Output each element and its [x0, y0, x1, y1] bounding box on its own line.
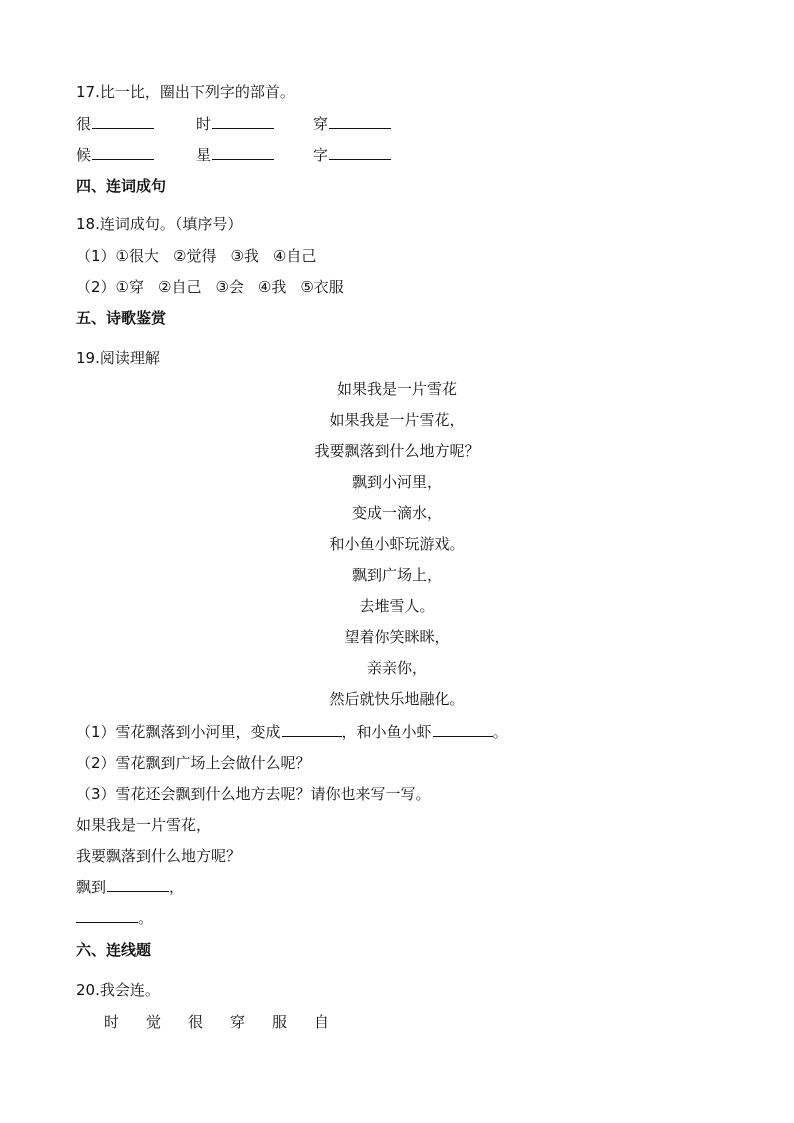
answer-blank[interactable]: [76, 908, 138, 923]
answer-blank[interactable]: [212, 145, 274, 160]
q19-sub-3: （3）雪花还会飘到什么地方去呢？请你也来写一写。: [76, 785, 431, 803]
word-option: ④自己: [272, 247, 317, 265]
answer-blank[interactable]: [282, 722, 342, 737]
answer-blank[interactable]: [107, 877, 169, 892]
matching-char[interactable]: 时: [104, 1013, 120, 1031]
word-option: ②自己: [158, 278, 202, 296]
poem-line: 望着你笑眯眯，: [344, 628, 450, 646]
answer-blank[interactable]: [329, 114, 391, 129]
sub-question-text: （1）雪花飘落到小河里，变成: [76, 723, 281, 741]
q19-sub-1: [76, 722, 508, 742]
char: 时: [196, 115, 212, 133]
poem-line: 然后就快乐地融化。: [329, 690, 465, 708]
item-label: （1）: [76, 247, 116, 265]
word-option: ③会: [215, 278, 244, 296]
char: 很: [76, 115, 92, 133]
q17-item: [313, 114, 391, 134]
poem-line: 亲亲你，: [366, 659, 427, 677]
answer-blank[interactable]: [212, 114, 274, 129]
write-text: ，: [169, 878, 185, 896]
section-heading: 五、诗歌鉴赏: [76, 309, 167, 327]
matching-char[interactable]: 觉: [146, 1013, 162, 1031]
answer-blank[interactable]: [92, 114, 154, 129]
word-option: ①穿: [115, 278, 144, 296]
char: 字: [313, 146, 329, 164]
write-line: 我要飘落到什么地方呢？: [76, 847, 242, 865]
q18-item-1: [76, 246, 316, 266]
word-option: ④我: [257, 278, 287, 296]
matching-char[interactable]: 很: [188, 1013, 204, 1031]
matching-char[interactable]: 穿: [230, 1013, 246, 1031]
sub-question-text: 。: [492, 723, 508, 741]
char: 候: [76, 146, 92, 164]
poem-line: 我要飘落到什么地方呢？: [314, 442, 480, 460]
write-text: 飘到: [76, 878, 107, 896]
answer-blank[interactable]: [92, 145, 154, 160]
write-line: [76, 877, 184, 897]
section-heading: 六、连线题: [76, 941, 152, 959]
answer-blank[interactable]: [433, 722, 493, 737]
q17-item: [196, 145, 274, 165]
word-option: ①很大: [115, 247, 159, 265]
q17-item: [313, 145, 391, 165]
answer-blank[interactable]: [329, 145, 391, 160]
q17-item: [76, 145, 154, 165]
q17-item: [76, 114, 154, 134]
poem-line: 去堆雪人。: [359, 597, 435, 615]
q20-prompt: 20.我会连。: [76, 981, 160, 999]
q19-prompt: 19.阅读理解: [76, 349, 160, 367]
word-option: ②觉得: [173, 247, 217, 265]
q19-sub-2: （2）雪花飘到广场上会做什么呢？: [76, 754, 311, 772]
write-line: [76, 908, 153, 928]
write-line: 如果我是一片雪花，: [76, 816, 212, 834]
section-heading: 四、连词成句: [76, 177, 167, 195]
word-option: ⑤衣服: [300, 278, 344, 296]
poem-line: 和小鱼小虾玩游戏。: [329, 535, 465, 553]
poem-line: 飘到广场上，: [351, 566, 442, 584]
q18-prompt: 18.连词成句。（填序号）: [76, 215, 243, 233]
poem-title: 如果我是一片雪花: [336, 380, 457, 398]
matching-char[interactable]: 自: [314, 1013, 330, 1031]
poem-line: 飘到小河里，: [351, 473, 442, 491]
char: 星: [196, 146, 212, 164]
poem-line: 变成一滴水，: [351, 504, 442, 522]
word-option: ③我: [230, 247, 259, 265]
q18-item-2: [76, 277, 344, 297]
char: 穿: [313, 115, 329, 133]
item-label: （2）: [76, 278, 116, 296]
matching-char[interactable]: 服: [272, 1013, 288, 1031]
q17-prompt: 17.比一比，圈出下列字的部首。: [76, 83, 295, 101]
write-text: 。: [138, 909, 154, 927]
poem-line: 如果我是一片雪花，: [329, 411, 465, 429]
q17-item: [196, 114, 274, 134]
sub-question-text: ，和小鱼小虾: [341, 723, 432, 741]
